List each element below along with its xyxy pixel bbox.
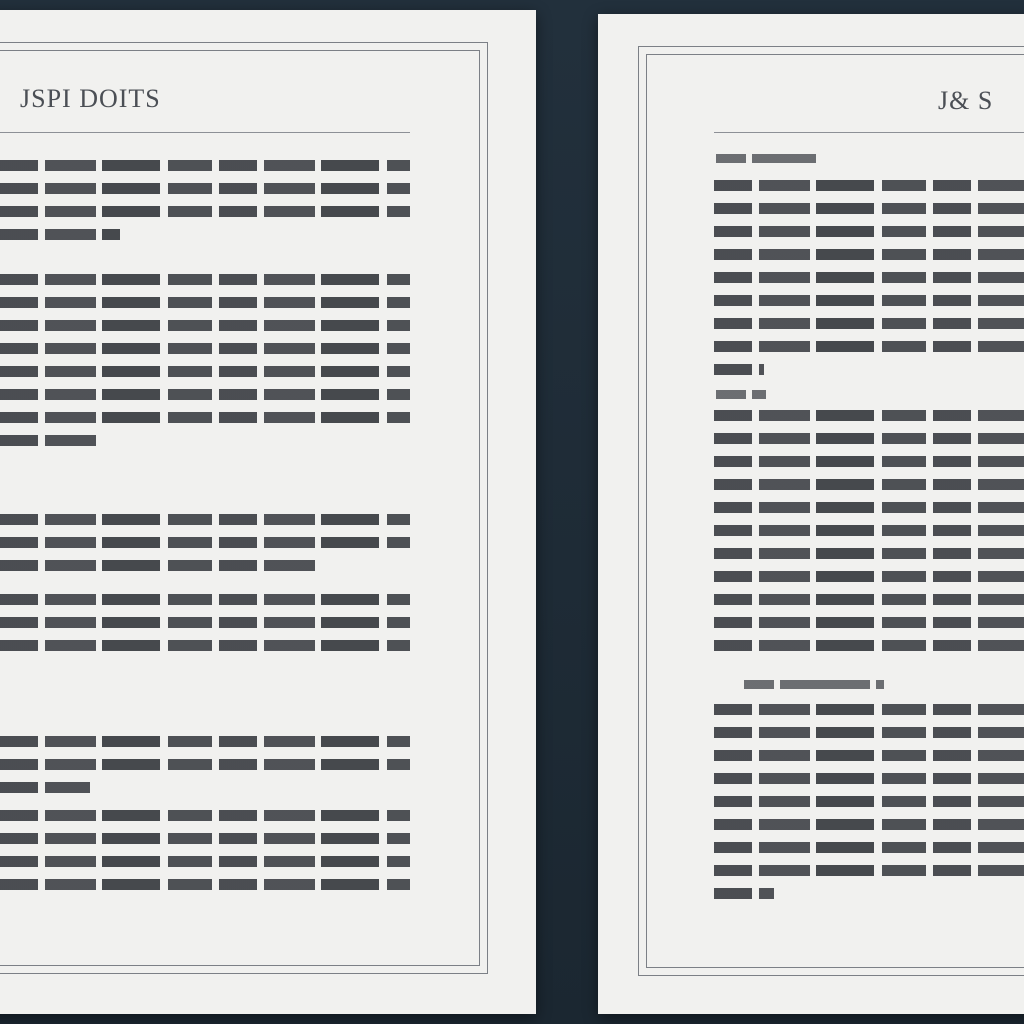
text-line bbox=[714, 272, 1024, 283]
text-line bbox=[714, 410, 1024, 421]
text-line bbox=[714, 364, 764, 375]
text-line bbox=[0, 412, 410, 423]
text-line bbox=[714, 548, 1024, 559]
text-line bbox=[714, 502, 1024, 513]
text-line bbox=[0, 320, 410, 331]
paragraph bbox=[0, 810, 410, 902]
page-title: JSPI DOITS bbox=[20, 84, 161, 113]
text-line bbox=[714, 773, 1024, 784]
text-line bbox=[714, 295, 1024, 306]
text-line bbox=[714, 180, 1024, 191]
text-line bbox=[714, 249, 1024, 260]
text-line bbox=[0, 160, 410, 171]
paragraph bbox=[714, 704, 1024, 911]
text-line bbox=[714, 888, 774, 899]
text-line bbox=[0, 879, 410, 890]
text-line bbox=[714, 479, 1024, 490]
paragraph bbox=[714, 180, 1024, 387]
text-line bbox=[0, 594, 410, 605]
document-page-left bbox=[0, 10, 536, 1014]
text-line bbox=[0, 856, 410, 867]
title-divider bbox=[0, 132, 410, 133]
text-line bbox=[714, 704, 1024, 715]
paragraph bbox=[0, 594, 410, 663]
text-line bbox=[0, 297, 410, 308]
text-line bbox=[714, 640, 1024, 651]
text-line bbox=[0, 366, 410, 377]
text-line bbox=[0, 759, 410, 770]
text-line bbox=[0, 617, 410, 628]
text-line bbox=[714, 617, 1024, 628]
page-title: J& S bbox=[938, 86, 994, 115]
text-line bbox=[0, 206, 410, 217]
text-line bbox=[714, 842, 1024, 853]
text-line bbox=[714, 571, 1024, 582]
text-line bbox=[714, 456, 1024, 467]
text-line bbox=[714, 525, 1024, 536]
title-divider bbox=[714, 132, 1024, 133]
section-heading bbox=[716, 154, 816, 163]
text-line bbox=[714, 750, 1024, 761]
text-line bbox=[0, 183, 410, 194]
section-heading bbox=[744, 680, 884, 689]
paragraph bbox=[0, 160, 410, 252]
section-heading bbox=[716, 390, 766, 399]
text-line bbox=[0, 514, 410, 525]
text-line bbox=[0, 736, 410, 747]
text-line bbox=[714, 226, 1024, 237]
text-line bbox=[714, 819, 1024, 830]
document-page-right bbox=[598, 14, 1024, 1014]
text-line bbox=[0, 833, 410, 844]
text-line bbox=[0, 435, 100, 446]
text-line bbox=[714, 341, 1024, 352]
text-line bbox=[0, 537, 410, 548]
paragraph bbox=[0, 514, 410, 583]
text-line bbox=[714, 433, 1024, 444]
paragraph bbox=[714, 410, 1024, 663]
text-line bbox=[714, 318, 1024, 329]
text-line bbox=[714, 865, 1024, 876]
text-line bbox=[714, 594, 1024, 605]
paragraph bbox=[0, 736, 410, 805]
text-line bbox=[0, 229, 120, 240]
text-line bbox=[0, 782, 90, 793]
text-line bbox=[0, 274, 410, 285]
text-line bbox=[0, 560, 320, 571]
text-line bbox=[714, 203, 1024, 214]
text-line bbox=[0, 640, 410, 651]
text-line bbox=[0, 810, 410, 821]
paragraph bbox=[0, 274, 410, 458]
text-line bbox=[0, 389, 410, 400]
text-line bbox=[714, 727, 1024, 738]
text-line bbox=[714, 796, 1024, 807]
text-line bbox=[0, 343, 410, 354]
